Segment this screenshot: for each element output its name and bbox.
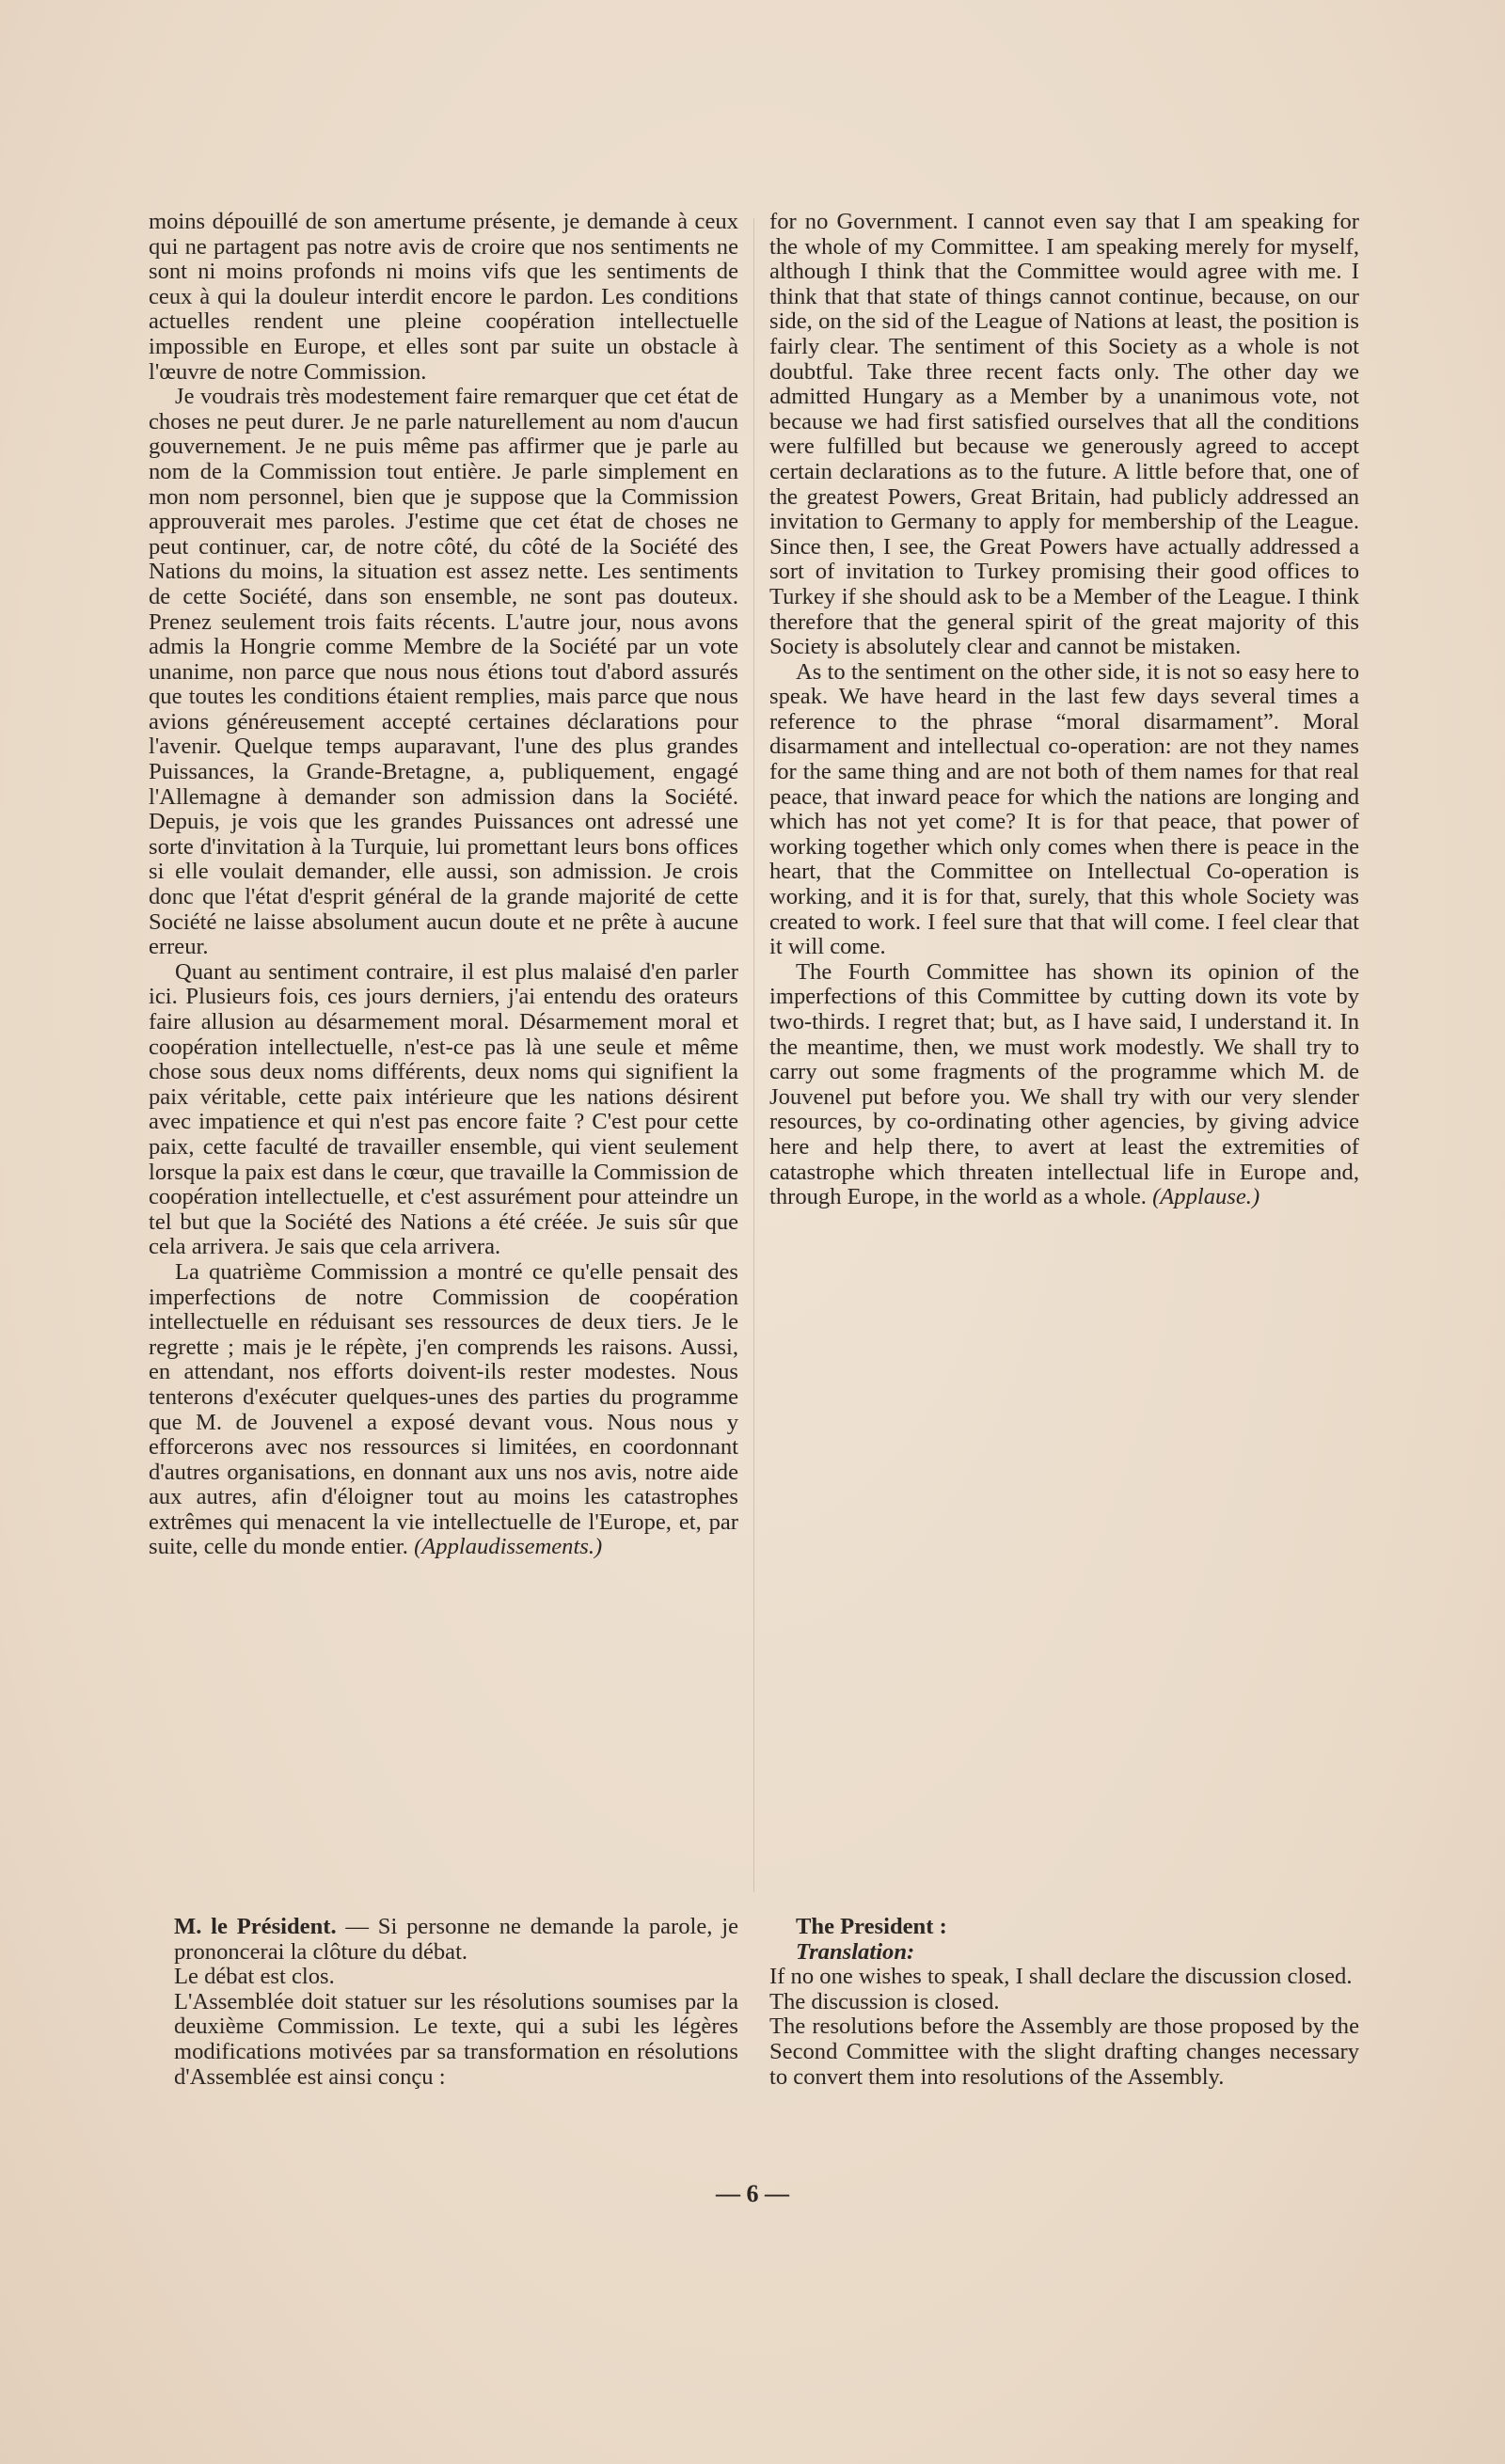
french-president-remark (174, 1915, 738, 1965)
english-translation-label: Translation: (796, 1938, 915, 1965)
english-paragraph-3 (769, 960, 1359, 1210)
french-paragraph-4 (149, 1260, 738, 1560)
english-resolutions-intro: The resolutions before the Assembly are those proposed by the Second Committee with the slight drafting changes necessary to convert them into resolutions of the Assembly. (769, 2014, 1359, 2090)
english-paragraph-2: As to the sentiment on the other side, it is not so easy here to speak. We have heard in the last few days several times a reference to the phrase “moral disarmament”. Moral disarmament and intellectual co-operation: are not they names for the same thing and are not both of them names for that real peace, that inward peace for which the nations are longing and which has not yet come? It is for that peace, that power of working together which only comes when there is peace in the heart, that the Committee on Intellectual Co-operation is working, and it is for that, surely, that this whole Society was created to work. I feel sure that that will come. I feel clear that it will come. (769, 658, 1359, 960)
english-debate-closed: The discussion is closed. (769, 1988, 1000, 2014)
page-number: — 6 — (716, 2180, 789, 2207)
english-paragraph-1: for no Government. I cannot even say that I am speaking for the whole of my Committee. I am speaking merely for myself, although I think that the Committee would agree with me. I think that that state of things cannot continue, because, on our side, on the sid of the League of Nations at least, the position is fairly clear. The sentiment of this Society as a whole is not doubtful. Take three recent facts only. The other day we admitted Hungary as a Member by a unanimous vote, not because we had first satisfied ourselves that all the conditions were fulfilled but because we generously agreed to accept certain declarations as to the future. A little before that, one of the greatest Powers, Great Britain, had publicly addressed an invitation to Germany to apply for membership of the League. Since then, I see, the Great Powers have actually addressed a sort of invitation to Turkey promising their good offices to Turkey if she should ask to be a Member of the League. I think therefore that the general spirit of the great majority of this Society is absolutely clear and cannot be mistaken. (769, 209, 1359, 660)
french-applause: (Applaudissements.) (414, 1534, 603, 1560)
english-speaker: The President : (796, 1914, 947, 1939)
french-paragraph-3: Quant au sentiment contraire, il est plus malaisé d'en parler ici. Plusieurs fois, ces jours derniers, j'ai entendu des orateurs faire allusion au désarmement moral. Désarmement moral et coopération intellectuelle, n'est-ce pas là une seule et même chose sous deux noms différents, deux noms qui signifient la paix véritable, cette paix intérieure que les nations désirent avec impatience et qui n'est pas encore faite ? C'est pour cette paix, cette faculté de travailler ensemble, qui vient seulement lorsque la paix est dans le cœur, que travaille la Commission de coopération intellectuelle, et c'est assurément pour atteindre un tel but que la Société des Nations a été créée. Je suis sûr que cela arrivera. Je sais que cela arrivera. (149, 958, 738, 1260)
column-divider (753, 218, 754, 1892)
french-paragraph-4-text: La quatrième Commission a montré ce qu'elle pensait des imperfections de notre Commission de coopération intellectuelle en réduisant ses ressources de deux tiers. Je le regrette ; mais je le répète, j'en comprends les raisons. Aussi, en attendant, nos efforts doivent-ils rester modestes. Nous tenterons d'exécuter quelques-unes des parties du programme que M. de Jouvenel a exposé devant vous. Nous nous y efforcerons avec nos ressources si limitées, en coordonnant d'autres organisations, en donnant aux uns nos avis, notre aide aux autres, afin d'éloigner tout au moins les catastrophes extrêmes qui menacent la vie intellectuelle de l'Europe, et, par suite, celle du monde entier. (149, 1258, 738, 1560)
french-debate-closed: Le débat est clos. (174, 1964, 335, 1990)
french-speech: — Si personne ne demande la parole, je prononcerai la clôture du débat. (174, 1914, 738, 1965)
english-paragraph-3-text: The Fourth Committee has shown its opinion of the imperfections of this Committee by cutting down its vote by two-thirds. I regret that; but, as I have said, I understand it. In the meantime, then, we must work modestly. We shall try to carry out some fragments of the programme which M. de Jouvenel put before you. We shall try with our very slender resources, by co-ordinating other agencies, by giving advice here and help there, to avert at least the extremities of catastrophe which threaten intellectual life in Europe and, through Europe, in the world as a whole. (769, 958, 1359, 1210)
french-speaker: M. le Président. (174, 1914, 337, 1939)
english-president-section (769, 1915, 1359, 2090)
english-applause: (Applause.) (1152, 1184, 1260, 1210)
french-president-section (174, 1915, 738, 2090)
english-president-heading (769, 1915, 1359, 1965)
english-column (769, 210, 1359, 1210)
english-speech: If no one wishes to speak, I shall declare the discussion closed. (769, 1964, 1353, 1990)
french-paragraph-1: moins dépouillé de son amertume présente, je demande à ceux qui ne partagent pas notre avis de croire que nos sentiments ne sont ni moins profonds ni moins vifs que les sentiments de ceux à qui la douleur interdit encore le pardon. Les conditions actuelles rendent une pleine coopération intellectuelle impossible en Europe, et elles sont par suite un obstacle à l'œuvre de notre Commission. (149, 209, 738, 385)
french-column (149, 210, 738, 1560)
french-resolutions-intro: L'Assemblée doit statuer sur les résolutions soumises par la deuxième Commission. Le texte, qui a subi les légères modifications motivées par sa transformation en résolutions d'Assemblée est ainsi conçu : (174, 1988, 738, 2090)
french-paragraph-2: Je voudrais très modestement faire remarquer que cet état de choses ne peut durer. Je ne parle naturellement au nom d'aucun gouvernement. Je ne puis même pas affirmer que je parle au nom de la Commission tout entière. Je parle simplement en mon nom personnel, bien que je suppose que la Commission approuverait mes paroles. J'estime que cet état de choses ne peut continuer, car, de notre côté, du côté de la Société des Nations du moins, la situation est assez nette. Les sentiments de cette Société, dans son ensemble, ne sont pas douteux. Prenez seulement trois faits récents. L'autre jour, nous avons admis la Hongrie comme Membre de la Société par un vote unanime, non parce que nous nous étions tout d'abord assurés que toutes les conditions étaient remplies, mais parce que nous avions généreusement accepté certaines déclarations pour l'avenir. Quelque temps auparavant, l'une des plus grandes Puissances, la Grande-Bretagne, a, publiquement, engagé l'Allemagne à demander son admission dans la Société. Depuis, je vois que les grandes Puissances ont adressé une sorte d'invitation à la Turquie, lui promettant leurs bons offices si elle voulait demander, elle aussi, son admission. Je crois donc que l'état d'esprit général de la grande majorité de cette Société ne laisse absolument aucun doute et ne prête à aucune erreur. (149, 384, 738, 960)
